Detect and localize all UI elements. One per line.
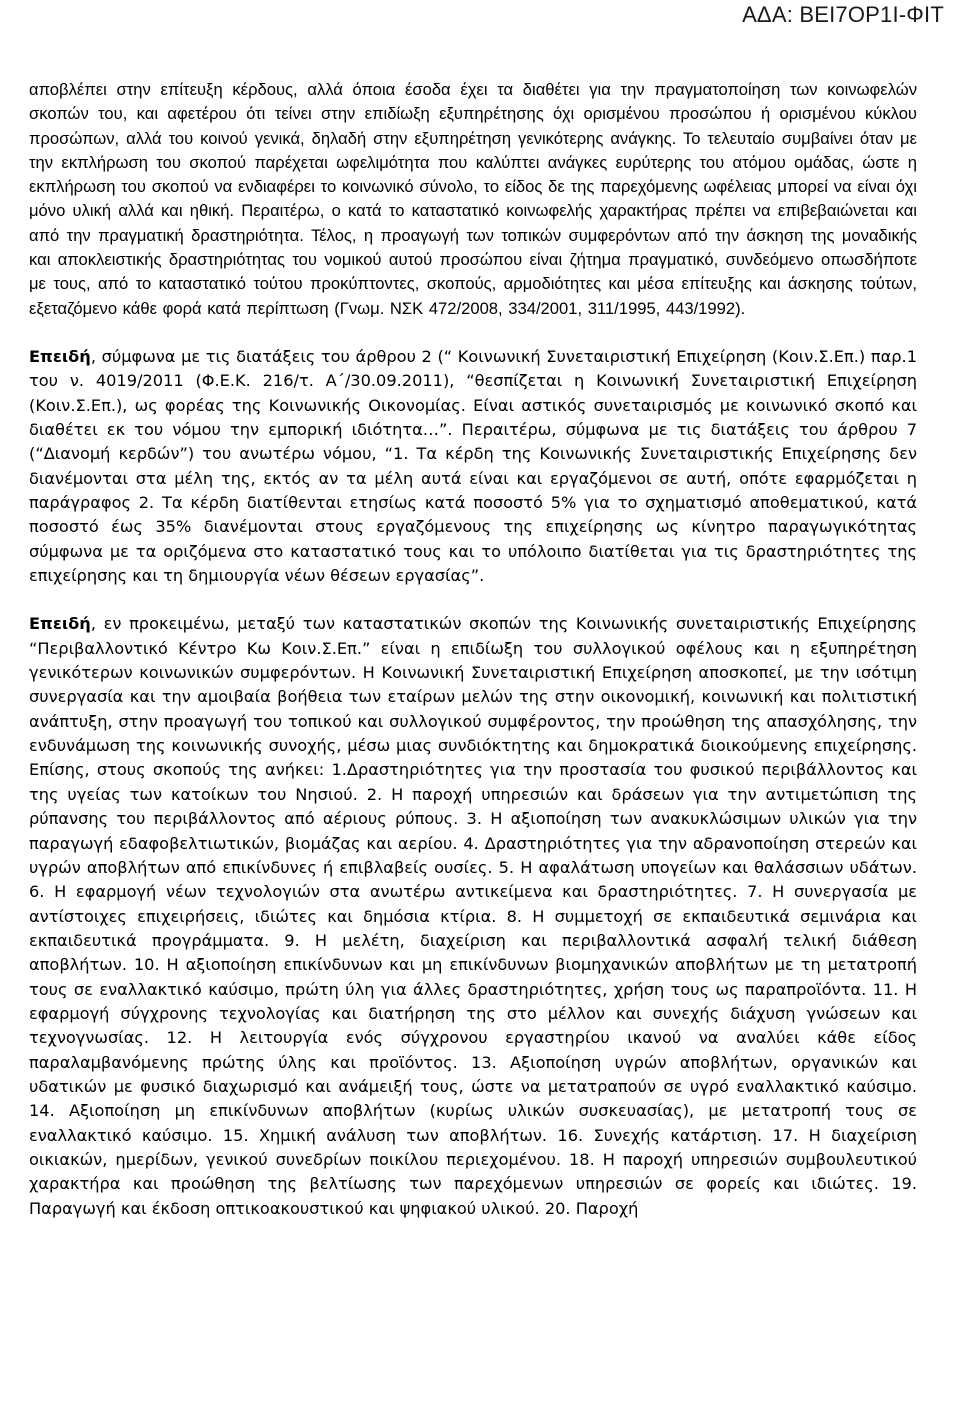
paragraph-2-text: , σύμφωνα με τις διατάξεις του άρθρου 2 (“ Κοινωνική Συνεταιριστική Επιχείρηση (Κοιν.Σ.Επ.) παρ.1 του ν. 4019/2011 (Φ.Ε.Κ. 216/τ. Α΄/30.09.2011), “θεσπίζεται η Κοινωνική Συνεταιριστική Επιχείρηση (Κοιν.Σ.Επ.), ως φορέας της Κοινωνικής Οικονομίας. Είναι αστικός συνεταιρισμός με κοινωνικό σκοπό και διαθέτει εκ του νόμου την εμπορική ιδιότητα…”. Περαιτέρω, σύμφωνα με τις διατάξεις του άρθρου 7 (“Διανομή κερδών”) του ανωτέρω νόμου, “1. Τα κέρδη της Κοινωνικής Συνεταιριστικής Επιχείρησης δεν διανέμονται στα μέλη της, εκτός αν τα μέλη αυτά είναι και εργαζόμενοι σε αυτή, οπότε εφαρμόζεται η παράγραφος 2. Τα κέρδη διατίθενται ετησίως κατά ποσοστό 5% για το σχηματισμό αποθεματικού, κατά ποσοστό έως 35% διανέμονται στους εργαζόμενους της επιχείρησης ως κίνητρο παραγωγικότητας σύμφωνα με τα οριζόμενα στο καταστατικό τους και το υπόλοιπο διατίθεται για τις δραστηριότητες της επιχείρησης και τη δημιουργία νέων θέσεων εργασίας”. [29, 346, 917, 586]
paragraph-1: αποβλέπει στην επίτευξη κέρδους, αλλά όποια έσοδα έχει τα διαθέτει για την πραγματοποίηση των κοινωφελών σκοπών του, και αφετέρου ότι τείνει στην επιδίωξη εξυπηρέτησης όχι ορισμένου προσώπου ή ορισμένου κύκλου προσώπων, αλλά του κοινού γενικά, δηλαδή στην εξυπηρέτηση γενικότερης ανάγκης. Το τελευταίο συμβαίνει όταν με την εκπλήρωση του σκοπού παρέχεται ωφελιμότητα που καλύπτει ανάγκες ευρύτερης του ατόμου ομάδας, ώστε η εκπλήρωση του σκοπού να ενδιαφέρει το κοινωνικό σύνολο, το είδος δε της παρεχόμενης ωφέλειας μπορεί να είναι όχι μόνο υλική αλλά και ηθική. Περαιτέρω, ο κατά το καταστατικό κοινωφελής χαρακτήρας πρέπει να επιβεβαιώνεται και από την πραγματική δραστηριότητα. Τέλος, η προαγωγή των τοπικών συμφερόντων από την άσκηση της μοναδικής και αποκλειστικής δραστηριότητας του νομικού αυτού προσώπου είναι ζήτημα πραγματικό, συνδεόμενο οπωσδήποτε με τους, από το καταστατικό τούτου προκύπτοντες, σκοπούς, αρμοδιότητες και μέσα επίτευξης και άσκησης τούτων, εξεταζόμενο κάθε φορά κατά περίπτωση (Γνωμ. ΝΣΚ 472/2008, 334/2001, 311/1995, 443/1992). [29, 80, 917, 318]
document-page [29, 78, 917, 1221]
paragraph-3-text: , εν προκειμένω, μεταξύ των καταστατικών σκοπών της Κοινωνικής συνεταιριστικής Επιχείρησης “Περιβαλλοντικό Κέντρο Κω Κοιν.Σ.Επ.” είναι η επιδίωξη του συλλογικού οφέλους και η εξυπηρέτηση γενικότερων κοινωνικών συμφερόντων. Η Κοινωνική Συνεταιριστική Επιχείρηση αποσκοπεί, με την ισότιμη συνεργασία και την αμοιβαία βοήθεια των εταίρων μελών της στην οικονομική, κοινωνική και πολιτιστική ανάπτυξη, στην προαγωγή του τοπικού και συλλογικού συμφέροντος, την προώθηση της απασχόλησης, την ενδυνάμωση της κοινωνικής συνοχής, μέσω μιας συνδιόκτητης και δημοκρατικά διοικούμενης επιχείρησης. Επίσης, στους σκοπούς της ανήκει: 1.Δραστηριότητες για την προστασία του φυσικού περιβάλλοντος και της υγείας των κατοίκων του Νησιού. 2. Η παροχή υπηρεσιών και δράσεων για την αντιμετώπιση της ρύπανσης του περιβάλλοντος από αέριους ρύπους. 3. Η αξιοποίηση των ανακυκλώσιμων υλικών για την παραγωγή εδαφοβελτιωτικών, βιομάζας και αερίου. 4. Δραστηριότητες για την αδρανοποίηση στερεών και υγρών αποβλήτων από επικίνδυνες ή επιβλαβείς ουσίες. 5. Η αφαλάτωση υπογείων και θαλάσσιων υδάτων. 6. Η εφαρμογή νέων τεχνολογιών στα ανωτέρω αντικείμενα και δραστηριότητες. 7. Η συνεργασία με αντίστοιχες επιχειρήσεις, ιδιώτες και δημόσια κτίρια. 8. Η συμμετοχή σε εκπαιδευτικά σεμινάρια και εκπαιδευτικά προγράμματα. 9. Η μελέτη, διαχείριση και περιβαλλοντικά ασφαλή τελική διάθεση αποβλήτων. 10. Η αξιοποίηση επικίνδυνων και μη επικίνδυνων βιομηχανικών αποβλήτων με τη μετατροπή τους σε εναλλακτικό καύσιμο, πρώτη ύλη για άλλες δραστηριότητες, χρήση τους ως παραπροϊόντα. 11. Η εφαρμογή σύγχρονης τεχνολογίας και διατήρηση της στο μέλλον και συνεχής διάχυση γνώσεων και τεχνογνωσίας. 12. Η λειτουργία ενός σύγχρονου εργαστηρίου ικανού να αναλύει κάθε είδος παραλαμβανόμενης πρώτης ύλης και προϊόντος. 13. Αξιοποίηση υγρών αποβλήτων, οργανικών και υδατικών με φυσικό διαχωρισμό και ανάμειξή τους, ώστε να μετατραπούν σε υγρό εναλλακτικό καύσιμο. 14. Αξιοποίηση μη επικίνδυνων αποβλήτων (κυρίως υλικών συσκευασίας), με μετατροπή τους σε εναλλακτικό καύσιμο. 15. Χημική ανάλυση των αποβλήτων. 16. Συνεχής κατάρτιση. 17. Η διαχείριση οικιακών, ημερίδων, γενικού συνεδρίων ποικίλου περιεχομένου. 18. Η παροχή υπηρεσιών συμβουλευτικού χαρακτήρα και προώθηση της βελτίωσης των παρεχόμενων υπηρεσιών σε φορείς και ιδιώτες. 19. Παραγωγή και έκδοση οπτικοακουστικού και ψηφιακού υλικού. 20. Παροχή [29, 614, 917, 1218]
paragraph-3-lead: Επειδή [29, 614, 91, 634]
paragraph-2-lead: Επειδή [29, 346, 91, 366]
paragraph-gap [29, 321, 917, 345]
paragraph-3 [29, 612, 917, 1221]
ada-code: ΑΔΑ: ΒΕΙ7ΟΡ1Ι-ΦΙΤ [742, 2, 944, 27]
paragraph-gap [29, 588, 917, 612]
paragraph-2 [29, 345, 917, 588]
